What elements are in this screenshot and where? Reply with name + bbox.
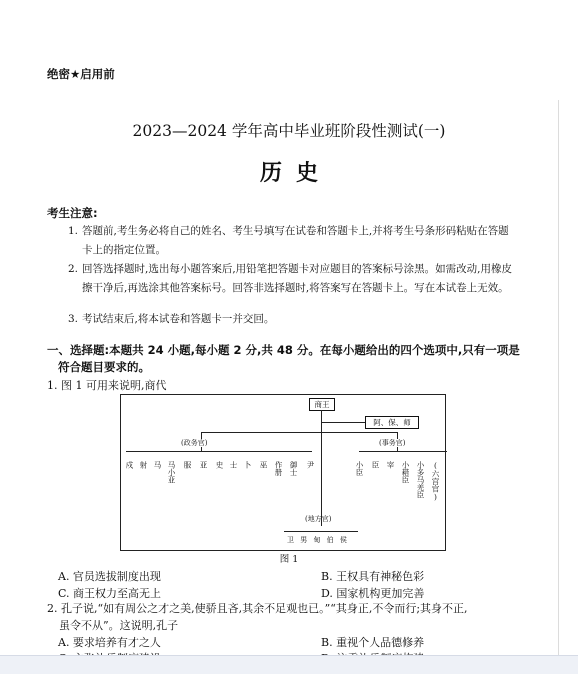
notice-item-number: 2. [68, 263, 79, 275]
figure-1-diagram [120, 394, 446, 551]
affairs-item: 小多马羌臣 [416, 461, 425, 499]
figure-caption: 图 1 [279, 554, 299, 565]
q1-option-a: A. 官员选拔制度出现 [58, 570, 161, 583]
question-2-stem [47, 600, 552, 634]
admin-item: 射 [139, 461, 148, 469]
affairs-item: (六宫官) [431, 461, 440, 502]
admin-item: 马 [153, 461, 162, 469]
notice-item-number: 1. [68, 225, 79, 237]
admin-item: 亚 [199, 461, 208, 469]
advisor-link [321, 422, 365, 423]
question-1-stem: 1. 图 1 可用来说明,商代 [47, 379, 167, 392]
viewer-bottom-bar [0, 655, 578, 674]
affairs-item: 臣 [371, 461, 380, 469]
admin-item: 服 [183, 461, 192, 469]
trunk-line [321, 410, 322, 526]
section-heading [47, 342, 527, 376]
notice-item-number: 3. [68, 313, 79, 325]
right-items-stem [397, 447, 398, 451]
section-heading-line2: 符合题目要求的。 [58, 360, 150, 374]
notice-item-3 [68, 310, 518, 329]
q1-option-c: C. 商王权力至高无上 [58, 587, 162, 600]
exam-title: 2023—2024 学年高中毕业班阶段性测试(一) [132, 122, 446, 140]
admin-item: 士 [229, 461, 238, 469]
q2-option-a: A. 要求培养有才之人 [58, 636, 161, 649]
right-branch-drop [397, 432, 398, 439]
q1-option-b: B. 王权具有神秘色彩 [321, 570, 425, 583]
right-items-line [359, 451, 447, 452]
q2-option-b: B. 重视个人品德修养 [321, 636, 425, 649]
admin-item: 戍 [125, 461, 134, 469]
group-affairs: (事务官) [379, 439, 406, 447]
notice-item-text: 考试结束后,将本试卷和答题卡一并交回。 [82, 313, 275, 325]
admin-item: 御士 [289, 461, 298, 476]
subject-title: 历史 [259, 160, 332, 186]
admin-item: 巫 [259, 461, 268, 469]
admin-item: 史 [215, 461, 224, 469]
affairs-item: 宰 [386, 461, 395, 469]
q1-option-d: D. 国家机构更加完善 [321, 587, 425, 600]
affairs-item: 小臣 [355, 461, 364, 476]
q2-line2: 虽令不从”。这说明,孔子 [59, 619, 179, 632]
left-branch-drop [201, 432, 202, 439]
affairs-item: 小耤臣 [401, 461, 410, 484]
section-heading-line1: 一、选择题:本题共 24 小题,每小题 2 分,共 48 分。在每小题给出的四个选项中,只有一项是 [47, 343, 520, 357]
left-items-stem [201, 447, 202, 451]
secret-label: 绝密★启用前 [47, 67, 115, 81]
node-king: 商王 [309, 398, 335, 411]
local-items: 卫 男 甸 伯 侯 [287, 536, 349, 544]
group-local: (地方官) [305, 515, 332, 523]
admin-item: 卜 [243, 461, 252, 469]
notice-item-text: 回答选择题时,选出每小题答案后,用铅笔把答题卡对应题目的答案标号涂黑。如需改动,用橡皮擦干净后,再选涂其他答案标号。回答非选择题时,将答案写在答题卡上。写在本试卷上无效。 [82, 263, 513, 294]
notice-item-1 [68, 222, 518, 260]
group-administrative: (政务官) [181, 439, 208, 447]
local-items-line [284, 531, 358, 532]
q2-line1: 2. 孔子说,“如有周公之才之美,使骄且吝,其余不足观也已。”“其身正,不令而行;其身不正, [47, 602, 468, 615]
left-items-line [126, 451, 312, 452]
node-advisors: 阿、保、师 [365, 416, 419, 429]
admin-item: 尹 [306, 461, 315, 469]
notice-item-2 [68, 260, 518, 298]
branch-line [201, 432, 397, 433]
notice-item-text: 答题前,考生务必将自己的姓名、考生号填写在试卷和答题卡上,并将考生号条形码粘贴在答题卡上的指定位置。 [82, 225, 509, 256]
admin-item: 作册 [274, 461, 283, 476]
notice-title: 考生注意: [47, 206, 98, 220]
admin-item: 马小亚 [167, 461, 176, 484]
